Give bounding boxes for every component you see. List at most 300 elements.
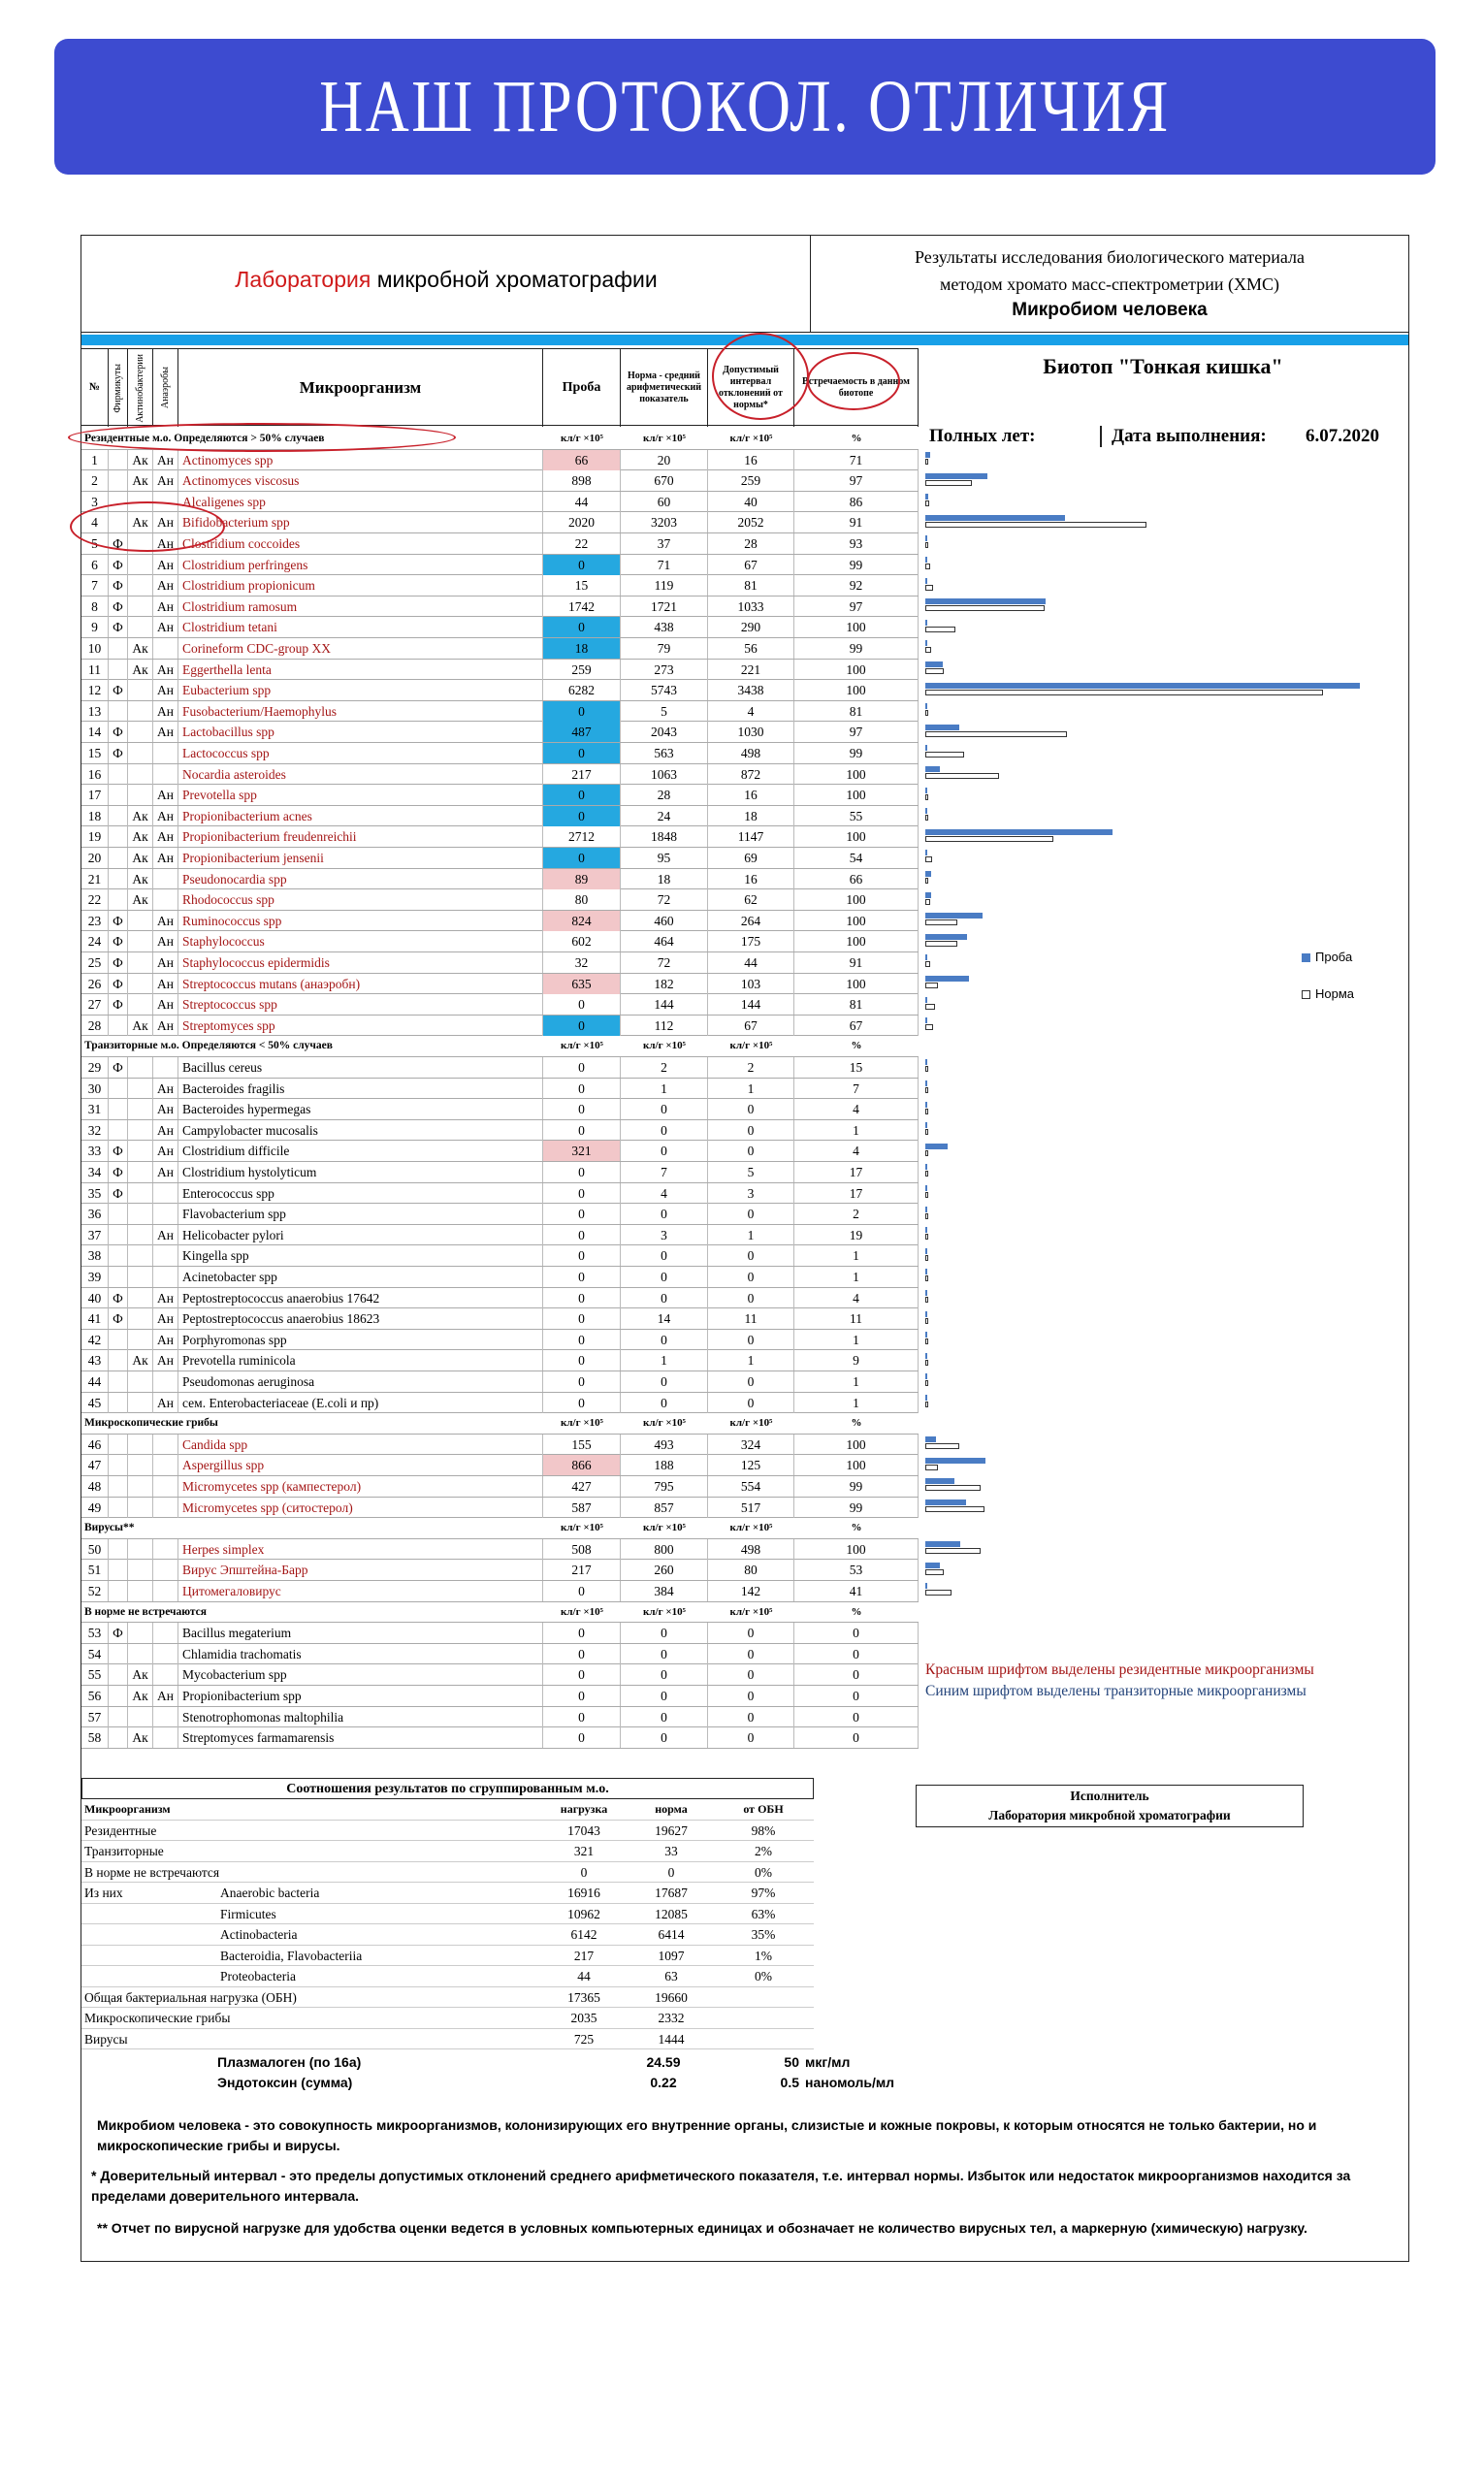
- cell-f: Ф: [109, 1162, 128, 1182]
- cell-f: Ф: [109, 743, 128, 763]
- bar-norm: [925, 585, 933, 591]
- cell-occ: 1: [794, 1371, 919, 1392]
- cell-dev: 40: [708, 492, 794, 512]
- summary-cell-l: В норме не встречаются: [84, 1864, 220, 1880]
- cell-probe: 0: [543, 743, 621, 763]
- cell-n: 31: [81, 1099, 109, 1119]
- bar-probe: [925, 1499, 966, 1505]
- cell-f: [109, 1435, 128, 1455]
- section-unit-label: %: [851, 1605, 862, 1618]
- col-norm: Норма - средний арифметический показатель: [621, 349, 708, 427]
- summary-cell-v3: 2%: [755, 1844, 772, 1858]
- table-row: [81, 555, 919, 576]
- cell-ak: Ак: [128, 1686, 153, 1706]
- cell-n: 38: [81, 1245, 109, 1266]
- cell-dev: 144: [708, 994, 794, 1015]
- cell-n: 6: [81, 555, 109, 575]
- cell-f: [109, 1644, 128, 1664]
- cell-n: 15: [81, 743, 109, 763]
- table-row: [81, 1120, 919, 1142]
- cell-an: Ан: [153, 848, 178, 868]
- cell-probe: 0: [543, 1330, 621, 1350]
- bar-norm: [925, 1129, 928, 1135]
- cell-ak: Ак: [128, 869, 153, 889]
- table-row: [81, 492, 919, 513]
- cell-name: Streptomyces spp: [178, 1016, 543, 1036]
- bar-norm: [925, 1297, 928, 1303]
- bar-probe: [925, 703, 927, 709]
- cell-dev: 0: [708, 1623, 794, 1643]
- cell-dev: 44: [708, 952, 794, 973]
- cell-an: Ан: [153, 1099, 178, 1119]
- cell-f: Ф: [109, 722, 128, 742]
- executor-title: Исполнитель: [1070, 1789, 1149, 1803]
- cell-probe: 0: [543, 1393, 621, 1413]
- cell-norm: 0: [621, 1120, 708, 1141]
- summary-cell-v2: 1444: [658, 2031, 685, 2047]
- summary-row: [81, 1924, 814, 1946]
- cell-name: Rhodococcus spp: [178, 889, 543, 910]
- cell-occ: 100: [794, 826, 919, 847]
- cell-an: Ан: [153, 533, 178, 554]
- summary-cell-v2: 19627: [655, 1822, 688, 1838]
- bar-norm: [925, 1318, 928, 1324]
- bar-norm: [925, 1506, 984, 1512]
- cell-n: 33: [81, 1141, 109, 1161]
- cell-n: 56: [81, 1686, 109, 1706]
- bar-probe: [925, 1311, 927, 1317]
- table-row: [81, 1686, 919, 1707]
- cell-name: Clostridium hystolyticum: [178, 1162, 543, 1182]
- summary-row: [81, 2008, 814, 2029]
- cell-ak: [128, 1225, 153, 1245]
- cell-norm: 384: [621, 1581, 708, 1601]
- result-line-1: Результаты исследования биологического материала: [915, 247, 1305, 267]
- cell-norm: 795: [621, 1476, 708, 1497]
- summary-cell-v3: 97%: [751, 1886, 776, 1900]
- cell-f: [109, 1330, 128, 1350]
- cell-norm: 3: [621, 1225, 708, 1245]
- cell-norm: 72: [621, 952, 708, 973]
- cell-ak: [128, 1707, 153, 1727]
- cell-f: [109, 1476, 128, 1497]
- cell-ak: [128, 1141, 153, 1161]
- result-line-2: методом хромато масс-спектрометрии (ХМС): [939, 274, 1280, 294]
- section-transit: Транзиторные м.о. Определяются < 50% случаев кл/г ×10⁵ кл/г ×10⁵ кл/г ×10⁵ %: [81, 1036, 919, 1057]
- cell-ak: Ак: [128, 806, 153, 826]
- cell-name: Propionibacterium freudenreichii: [178, 826, 543, 847]
- cell-norm: 260: [621, 1560, 708, 1580]
- cell-ak: Ак: [128, 450, 153, 470]
- cell-an: Ан: [153, 994, 178, 1015]
- cell-occ: 99: [794, 555, 919, 575]
- summary-cell-l2: Proteobacteria: [220, 1969, 296, 1983]
- cell-name: Eubacterium spp: [178, 680, 543, 700]
- annotation-circle-resident: [68, 423, 456, 452]
- bar-norm: [925, 1066, 928, 1072]
- cell-norm: 0: [621, 1330, 708, 1350]
- cell-occ: 1: [794, 1267, 919, 1287]
- cell-probe: 0: [543, 1099, 621, 1119]
- cell-f: [109, 1099, 128, 1119]
- cell-n: 14: [81, 722, 109, 742]
- cell-dev: 517: [708, 1498, 794, 1518]
- cell-name: Цитомегаловирус: [178, 1581, 543, 1601]
- summary-cell-v2: 63: [664, 1969, 678, 1983]
- cell-ak: Ак: [128, 660, 153, 680]
- date-label: Дата выполнения:: [1112, 426, 1267, 446]
- bar-norm: [925, 731, 1067, 737]
- executor-name: Лаборатория микробной хроматографии: [988, 1808, 1231, 1822]
- cell-an: [153, 1707, 178, 1727]
- cell-ak: Ак: [128, 1664, 153, 1685]
- bar-norm: [925, 1590, 952, 1596]
- cell-norm: 95: [621, 848, 708, 868]
- summary-cell-v2: 0: [667, 1864, 675, 1880]
- cell-an: [153, 1623, 178, 1643]
- section-unit-label: кл/г ×10⁵: [561, 1040, 603, 1052]
- section-fungi: Микроскопические грибы кл/г ×10⁵ кл/г ×10⁵ кл/г ×10⁵ %: [81, 1413, 919, 1435]
- cell-an: Ан: [153, 680, 178, 700]
- bar-norm: [925, 480, 972, 486]
- cell-an: Ан: [153, 660, 178, 680]
- cell-occ: 100: [794, 889, 919, 910]
- cell-dev: 0: [708, 1664, 794, 1685]
- bar-probe: [925, 788, 927, 793]
- cell-n: 45: [81, 1393, 109, 1413]
- table-row: [81, 848, 919, 869]
- cell-an: Ан: [153, 1162, 178, 1182]
- section-unit-label: кл/г ×10⁵: [561, 1605, 603, 1618]
- cell-f: [109, 1016, 128, 1036]
- cell-probe: 0: [543, 1225, 621, 1245]
- cell-occ: 92: [794, 575, 919, 596]
- section-unit-label: %: [851, 433, 862, 444]
- cell-probe: 0: [543, 1308, 621, 1329]
- cell-norm: 60: [621, 492, 708, 512]
- summary-row: [81, 1821, 814, 1842]
- cell-dev: 0: [708, 1099, 794, 1119]
- cell-ak: [128, 1455, 153, 1475]
- cell-dev: 1: [708, 1079, 794, 1099]
- bar-probe: [925, 997, 927, 1003]
- cell-an: Ан: [153, 974, 178, 994]
- cell-probe: 0: [543, 1727, 621, 1748]
- col-organism: Микроорганизм: [178, 349, 543, 427]
- cell-ak: [128, 1183, 153, 1204]
- cell-dev: 142: [708, 1581, 794, 1601]
- table-row: [81, 1350, 919, 1371]
- cell-ak: [128, 701, 153, 722]
- summary-cell-v2: 17687: [655, 1886, 688, 1900]
- cell-probe: 508: [543, 1539, 621, 1560]
- cell-dev: 0: [708, 1204, 794, 1224]
- cell-probe: 0: [543, 1162, 621, 1182]
- footnote-virus: ** Отчет по вирусной нагрузке для удобства оценки ведется в условных компьютерных единицах и обозначает не количество вирусных тел, а маркерную (химическую) нагрузку.: [97, 2220, 1307, 2236]
- cell-dev: 0: [708, 1141, 794, 1161]
- cell-occ: 4: [794, 1141, 919, 1161]
- bar-norm: [925, 1192, 928, 1198]
- cell-f: [109, 785, 128, 805]
- cell-occ: 4: [794, 1288, 919, 1308]
- table-row: [81, 764, 919, 786]
- cell-dev: 16: [708, 450, 794, 470]
- cell-ak: [128, 1245, 153, 1266]
- cell-norm: 14: [621, 1308, 708, 1329]
- section-unit-label: %: [851, 1040, 862, 1052]
- table-row: [81, 450, 919, 471]
- cell-norm: 119: [621, 575, 708, 596]
- cell-n: 53: [81, 1623, 109, 1643]
- lab-header: [81, 236, 811, 333]
- bar-probe: [925, 535, 927, 541]
- bar-norm: [925, 627, 955, 632]
- bar-probe: [925, 1207, 927, 1212]
- bar-norm: [925, 899, 930, 905]
- table-row: [81, 869, 919, 890]
- cell-f: [109, 1664, 128, 1685]
- table-row: [81, 1225, 919, 1246]
- cell-dev: 80: [708, 1560, 794, 1580]
- cell-an: Ан: [153, 1079, 178, 1099]
- cell-n: 58: [81, 1727, 109, 1748]
- cell-name: Propionibacterium jensenii: [178, 848, 543, 868]
- cell-ak: [128, 722, 153, 742]
- cell-occ: 100: [794, 785, 919, 805]
- cell-occ: 91: [794, 952, 919, 973]
- cell-name: Eggerthella lenta: [178, 660, 543, 680]
- cell-probe: 6282: [543, 680, 621, 700]
- cell-norm: 79: [621, 638, 708, 659]
- bar-probe: [925, 976, 969, 982]
- cell-dev: 62: [708, 889, 794, 910]
- table-row: [81, 470, 919, 492]
- cell-dev: 498: [708, 743, 794, 763]
- cell-an: Ан: [153, 1686, 178, 1706]
- cell-n: 51: [81, 1560, 109, 1580]
- cell-norm: 2: [621, 1057, 708, 1078]
- cell-an: Ан: [153, 1288, 178, 1308]
- cell-norm: 0: [621, 1141, 708, 1161]
- cell-an: [153, 1183, 178, 1204]
- section-unit-label: кл/г ×10⁵: [729, 1417, 773, 1430]
- cell-norm: 5: [621, 701, 708, 722]
- summary-cell-l2: Firmicutes: [220, 1906, 276, 1921]
- cell-probe: 44: [543, 492, 621, 512]
- cell-probe: 66: [543, 450, 621, 470]
- cell-name: Pseudomonas aeruginosa: [178, 1371, 543, 1392]
- cell-norm: 460: [621, 911, 708, 931]
- summary-cell-v2: 12085: [655, 1906, 688, 1921]
- cell-n: 22: [81, 889, 109, 910]
- bar-norm: [925, 1255, 928, 1261]
- cell-occ: 100: [794, 660, 919, 680]
- cell-dev: 67: [708, 1016, 794, 1036]
- col-actinobacteria: Актинобактерии: [128, 349, 153, 427]
- cell-occ: 100: [794, 680, 919, 700]
- cell-an: Ан: [153, 597, 178, 617]
- summary-row: [81, 1862, 814, 1884]
- bar-norm: [925, 878, 928, 884]
- cell-dev: 1033: [708, 597, 794, 617]
- cell-n: 47: [81, 1455, 109, 1475]
- cell-norm: 1: [621, 1350, 708, 1370]
- cell-probe: 0: [543, 848, 621, 868]
- cell-occ: 99: [794, 1498, 919, 1518]
- summary-cell-l2: Anaerobic bacteria: [220, 1886, 320, 1900]
- bar-norm: [925, 647, 931, 653]
- cell-n: 50: [81, 1539, 109, 1560]
- cell-norm: 0: [621, 1707, 708, 1727]
- cell-occ: 100: [794, 764, 919, 785]
- cell-probe: 0: [543, 994, 621, 1015]
- cell-n: 16: [81, 764, 109, 785]
- cell-name: Pseudonocardia spp: [178, 869, 543, 889]
- cell-occ: 4: [794, 1099, 919, 1119]
- cell-occ: 17: [794, 1183, 919, 1204]
- cell-an: Ан: [153, 1225, 178, 1245]
- cell-occ: 99: [794, 1476, 919, 1497]
- table-row: [81, 1057, 919, 1079]
- cell-probe: 32: [543, 952, 621, 973]
- cell-name: Clostridium propionicum: [178, 575, 543, 596]
- section-resident: Резидентные м.о. Определяются > 50% случаев кл/г ×10⁵ кл/г ×10⁵ кл/г ×10⁵ %: [81, 429, 919, 450]
- cell-name: Lactobacillus spp: [178, 722, 543, 742]
- section-unit-label: кл/г ×10⁵: [643, 433, 686, 444]
- cell-n: 29: [81, 1057, 109, 1078]
- cell-f: [109, 470, 128, 491]
- cell-name: Herpes simplex: [178, 1539, 543, 1560]
- cell-n: 17: [81, 785, 109, 805]
- cell-norm: 438: [621, 617, 708, 637]
- cell-f: [109, 1581, 128, 1601]
- bar-probe: [925, 1269, 927, 1274]
- summary-row: [81, 1904, 814, 1925]
- cell-norm: 670: [621, 470, 708, 491]
- cell-probe: 0: [543, 806, 621, 826]
- cell-n: 43: [81, 1350, 109, 1370]
- cell-norm: 20: [621, 450, 708, 470]
- summary-row: [81, 2029, 814, 2050]
- cell-occ: 55: [794, 806, 919, 826]
- cell-dev: 872: [708, 764, 794, 785]
- cell-occ: 100: [794, 911, 919, 931]
- table-row: [81, 1560, 919, 1581]
- cell-ak: [128, 974, 153, 994]
- cell-f: [109, 1727, 128, 1748]
- summary-cell-v1: 44: [577, 1969, 591, 1983]
- cell-occ: 54: [794, 848, 919, 868]
- lab-name: Лаборатория микробной хроматографии: [235, 267, 658, 292]
- cell-norm: 0: [621, 1686, 708, 1706]
- cell-ak: [128, 1435, 153, 1455]
- cell-occ: 9: [794, 1350, 919, 1370]
- date-value: 6.07.2020: [1306, 426, 1379, 446]
- cell-name: Streptococcus mutans (анаэробн): [178, 974, 543, 994]
- cell-an: [153, 1267, 178, 1287]
- summary-cell-l2: Actinobacteria: [220, 1927, 298, 1942]
- section-unit-label: кл/г ×10⁵: [643, 1605, 686, 1618]
- cell-dev: 0: [708, 1371, 794, 1392]
- cell-occ: 1: [794, 1330, 919, 1350]
- bar-probe: [925, 452, 930, 458]
- note-resident: Красным шрифтом выделены резидентные микроорганизмы: [925, 1661, 1314, 1678]
- cell-dev: 2052: [708, 512, 794, 532]
- cell-probe: 217: [543, 1560, 621, 1580]
- cell-norm: 72: [621, 889, 708, 910]
- endotoxin-row: Эндотоксин (сумма) 0.22 0.5 наномоль/мл: [217, 2075, 895, 2090]
- cell-occ: 100: [794, 617, 919, 637]
- cell-probe: 0: [543, 1245, 621, 1266]
- cell-dev: 498: [708, 1539, 794, 1560]
- cell-name: Peptostreptococcus anaerobius 17642: [178, 1288, 543, 1308]
- bar-probe: [925, 954, 927, 960]
- cell-ak: [128, 785, 153, 805]
- section-unit-label: кл/г ×10⁵: [729, 1522, 773, 1534]
- summary-cell-v1: 16916: [567, 1886, 600, 1900]
- cell-probe: 0: [543, 1623, 621, 1643]
- cell-norm: 4: [621, 1183, 708, 1204]
- cell-name: Helicobacter pylori: [178, 1225, 543, 1245]
- cell-norm: 24: [621, 806, 708, 826]
- age-label: Полных лет:: [929, 426, 1036, 446]
- cell-n: 26: [81, 974, 109, 994]
- col-anaerobes: Анаэробы: [153, 349, 178, 427]
- cell-probe: 824: [543, 911, 621, 931]
- cell-name: Chlamidia trachomatis: [178, 1644, 543, 1664]
- bar-probe: [925, 598, 1046, 604]
- cell-an: Ан: [153, 1016, 178, 1036]
- cell-dev: 264: [708, 911, 794, 931]
- cell-norm: 800: [621, 1539, 708, 1560]
- table-row: [81, 1727, 919, 1749]
- cell-name: Propionibacterium spp: [178, 1686, 543, 1706]
- cell-probe: 0: [543, 1371, 621, 1392]
- cell-n: 42: [81, 1330, 109, 1350]
- cell-n: 54: [81, 1644, 109, 1664]
- cell-ak: [128, 1162, 153, 1182]
- bar-norm: [925, 941, 957, 947]
- cell-name: Streptomyces farmamarensis: [178, 1727, 543, 1748]
- bar-norm: [925, 1380, 928, 1386]
- cell-n: 7: [81, 575, 109, 596]
- cell-f: [109, 1204, 128, 1224]
- cell-f: [109, 1079, 128, 1099]
- summary-cell-v2: 19660: [655, 1989, 688, 2005]
- cell-occ: 100: [794, 1435, 919, 1455]
- summary-cell-v2: 33: [664, 1844, 678, 1858]
- cell-an: [153, 1371, 178, 1392]
- cell-occ: 91: [794, 512, 919, 532]
- cell-dev: 324: [708, 1435, 794, 1455]
- bar-probe: [925, 1458, 985, 1464]
- cell-dev: 3: [708, 1183, 794, 1204]
- cell-n: 48: [81, 1476, 109, 1497]
- cell-name: Aspergillus spp: [178, 1455, 543, 1475]
- cell-norm: 0: [621, 1267, 708, 1287]
- cell-dev: 16: [708, 785, 794, 805]
- bar-probe: [925, 1436, 936, 1442]
- cell-name: Fusobacterium/Haemophylus: [178, 701, 543, 722]
- cell-ak: [128, 575, 153, 596]
- table-row: [81, 785, 919, 806]
- cell-f: Ф: [109, 1308, 128, 1329]
- cell-ak: Ак: [128, 470, 153, 491]
- cell-f: [109, 848, 128, 868]
- bar-norm: [925, 919, 957, 925]
- cell-name: Alcaligenes spp: [178, 492, 543, 512]
- table-row: [81, 1707, 919, 1728]
